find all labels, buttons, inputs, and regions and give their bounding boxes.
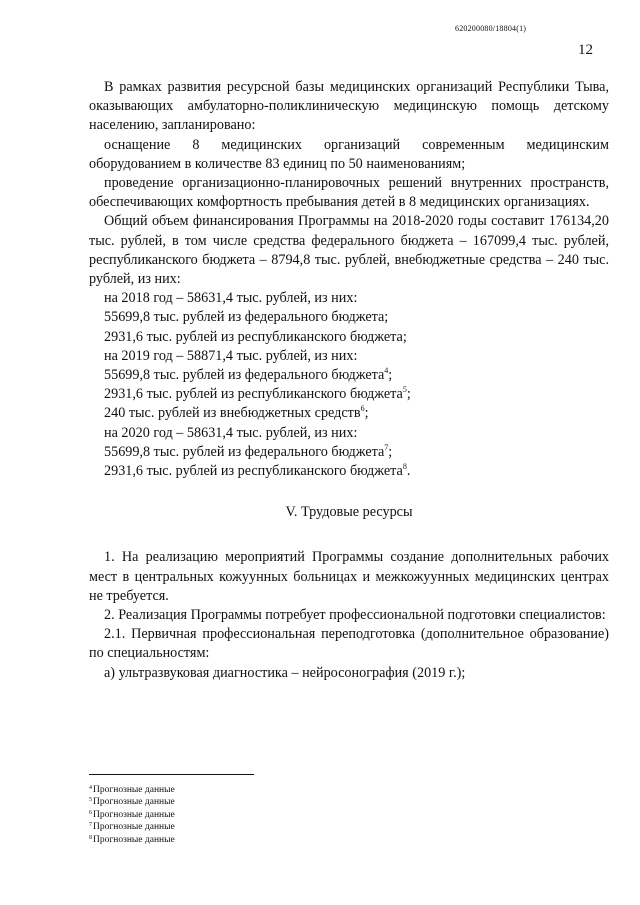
punctuation: ;: [406, 386, 411, 403]
footnotes: [89, 784, 175, 846]
funding-2018: на 2018 год – 58631,4 тыс. рублей, из них:: [104, 290, 358, 307]
footnote-text: Прогнозные данные: [93, 822, 175, 833]
footnote-separator: [89, 774, 254, 775]
paragraph-equipment: оснащение 8 медицинских организаций современным медицинским оборудованием в количестве 83 единиц по 50 наименованиям;: [89, 136, 609, 172]
funding-text: 55699,8 тыс. рублей из федерального бюджета: [104, 367, 385, 384]
paragraph-jobs: 1. На реализацию мероприятий Программы создание дополнительных рабочих мест в центральных кожуунных больницах и межкожуунных медицинских центрах не требуется.: [89, 549, 609, 604]
funding-2019-extrabudget: [89, 404, 609, 423]
footnote-number: 7: [89, 822, 92, 829]
paragraph-spaces: проведение организационно-планировочных решений внутренних пространств, обеспечивающих комфортность пребывания детей в 8 медицинских организациях.: [89, 175, 609, 211]
footnote-number: 8: [89, 834, 92, 841]
footnote-text: Прогнозные данные: [93, 785, 175, 795]
punctuation: .: [406, 463, 411, 480]
punctuation: ;: [364, 405, 369, 422]
funding-text: 55699,8 тыс. рублей из федерального бюджета: [104, 443, 385, 460]
paragraph-financing: Общий объем финансирования Программы на 2018-2020 годы составит 176134,20 тыс. рублей, в том числе средства федерального бюджета – 167099,4 тыс. рублей, республиканского бюджета – 8794,8 тыс. рублей, внебюджетные средства – 240 тыс. рублей, из них:: [89, 213, 609, 288]
document-body: [89, 78, 609, 683]
funding-text: 2931,6 тыс. рублей из республиканского бюджета: [104, 386, 403, 403]
footnote-number: 4: [89, 785, 92, 791]
funding-2019: на 2019 год – 58871,4 тыс. рублей, из них:: [104, 347, 358, 364]
paragraph-retraining: 2.1. Первичная профессиональная переподготовка (дополнительное образование) по специальностям:: [89, 626, 609, 662]
footnote-text: Прогнозные данные: [93, 834, 175, 845]
footnote-number: 5: [89, 797, 92, 804]
footnote-ref: 7: [384, 442, 389, 452]
footnote: [89, 784, 175, 796]
paragraph-intro: В рамках развития ресурсной базы медицинских организаций Республики Тыва, оказывающих амбулаторно-поликлиническую медицинскую помощь детскому населению, запланировано:: [89, 79, 609, 134]
footnote-text: Прогнозные данные: [93, 809, 175, 820]
paragraph-ultrasound: а) ультразвуковая диагностика – нейросонография (2019 г.);: [104, 664, 466, 681]
footnote: [89, 796, 175, 808]
funding-2019-republic: [89, 385, 609, 404]
funding-text: 240 тыс. рублей из внебюджетных средств: [104, 405, 361, 422]
paragraph-training: 2. Реализация Программы потребует профессиональной подготовки специалистов:: [104, 607, 606, 624]
funding-2020-federal: [89, 443, 609, 462]
footnote-text: Прогнозные данные: [93, 797, 175, 808]
funding-2020: на 2020 год – 58631,4 тыс. рублей, из них:: [104, 424, 358, 441]
funding-2020-republic: [89, 462, 609, 481]
funding-text: 2931,6 тыс. рублей из республиканского бюджета: [104, 463, 403, 480]
page-number: 12: [578, 42, 593, 58]
footnote-ref: 5: [402, 385, 407, 395]
footnote-ref: 6: [360, 404, 365, 414]
document-id: 620200080/18804(1): [455, 24, 527, 33]
footnote: [89, 821, 175, 833]
footnote-ref: 8: [402, 462, 407, 472]
footnote-number: 6: [89, 809, 92, 816]
footnote: [89, 834, 175, 846]
funding-2018-republic: 2931,6 тыс. рублей из республиканского бюджета;: [104, 328, 407, 345]
footnote-ref: 4: [384, 366, 389, 376]
funding-2019-federal: [89, 366, 609, 385]
punctuation: ;: [388, 367, 393, 384]
funding-2018-federal: 55699,8 тыс. рублей из федерального бюджета;: [104, 309, 389, 326]
punctuation: ;: [388, 443, 393, 460]
footnote: [89, 809, 175, 821]
section-heading: V. Трудовые ресурсы: [285, 504, 413, 521]
